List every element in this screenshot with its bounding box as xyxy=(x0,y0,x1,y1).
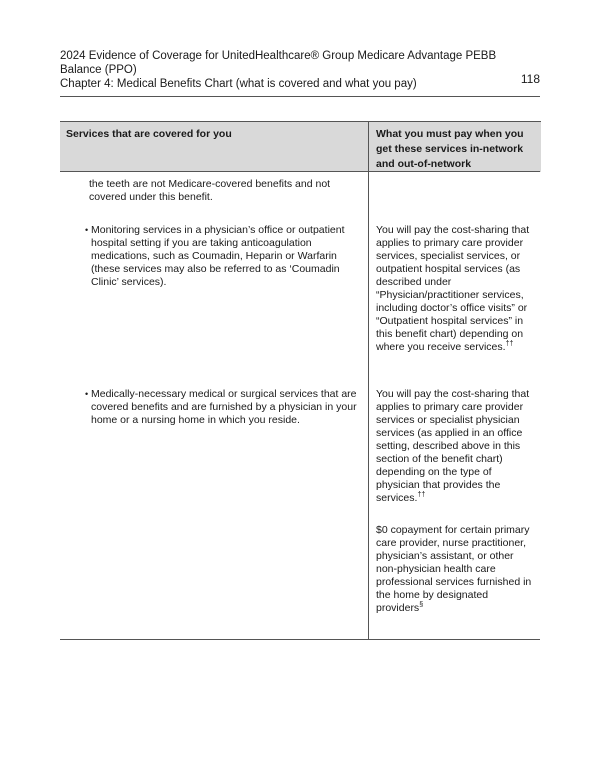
service-cell-home-visits xyxy=(85,388,364,427)
page-number: 118 xyxy=(520,72,540,86)
column-header-services: Services that are covered for you xyxy=(60,121,368,172)
cost-cell-home-copay xyxy=(376,524,536,615)
page-header xyxy=(60,49,540,91)
service-text: Medically-necessary medical or surgical services that are covered benefits and are furnished by a physician in your home or a nursing home in which you reside. xyxy=(91,388,357,426)
continued-text: the teeth are not Medicare-covered benefits and not covered under this benefit. xyxy=(89,178,331,203)
bullet-icon: • xyxy=(85,389,89,399)
header-separator xyxy=(60,171,540,172)
bullet-icon: • xyxy=(85,225,89,235)
footnote-mark: § xyxy=(419,601,424,609)
column-header-cost: What you must pay when you get these services in-network and out-of-network xyxy=(368,121,541,172)
service-cell-monitoring xyxy=(85,224,364,289)
chapter-label: Chapter 4: Medical Benefits Chart (what is covered and what you pay) xyxy=(60,78,417,90)
cost-cell-monitoring xyxy=(376,224,536,354)
chapter-title xyxy=(60,72,540,91)
footnote-mark: †† xyxy=(417,491,426,499)
copay-text: $0 copayment for certain primary care provider, nurse practitioner, physician’s assistant, or other non-physician health care professional services furnished in the home by designated providers xyxy=(376,524,532,614)
cost-text: You will pay the cost-sharing that applies to primary care provider services or specialist physician services (as applied in an office setting, described above in this section of the benefit chart) depending on the type of physician that provides the services. xyxy=(376,388,530,504)
document-title: 2024 Evidence of Coverage for UnitedHealthcare® Group Medicare Advantage PEBB Balance (PPO) xyxy=(60,50,497,76)
header-rule xyxy=(60,96,540,97)
column-divider xyxy=(368,171,369,639)
footnote-mark: †† xyxy=(505,340,514,348)
benefits-table xyxy=(60,121,540,640)
cost-cell-home-visits xyxy=(376,388,536,505)
cost-text: You will pay the cost-sharing that applies to primary care provider services, specialist services, or outpatient hospital services (as described under “Physician/practitioner services, including doctor’s office visits” or “Outpatient hospital services” in this benefit chart) depending on where you receive services. xyxy=(376,224,530,353)
service-text: Monitoring services in a physician’s office or outpatient hospital setting if you are taking anticoagulation medications, such as Coumadin, Heparin or Warfarin (these services may also be referred to as ‘Coumadin Clinic’ services). xyxy=(91,224,345,288)
